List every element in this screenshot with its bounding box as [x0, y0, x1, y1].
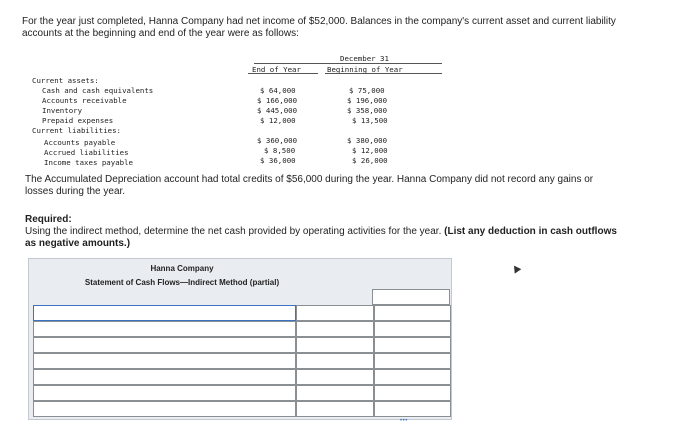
required-heading: Required:	[25, 214, 72, 225]
row-1-total-input[interactable]	[374, 305, 451, 321]
row-label-prepaid: Prepaid expenses	[42, 116, 114, 125]
row-3-total-input[interactable]	[374, 337, 451, 353]
intro-paragraph	[22, 16, 692, 40]
statement-panel	[28, 258, 452, 420]
row-label-ar: Accounts receivable	[42, 96, 127, 105]
row-label-accrued: Accrued liabilities	[44, 148, 129, 157]
row-4-label-input[interactable]	[33, 353, 296, 369]
row-2-label-input[interactable]	[33, 321, 296, 337]
row-end-prepaid: $ 12,000	[260, 116, 296, 125]
row-label-inventory: Inventory	[42, 106, 83, 115]
row-2-total-input[interactable]	[374, 321, 451, 337]
row-7-label-input[interactable]	[33, 401, 296, 417]
mouse-cursor-icon	[511, 263, 522, 273]
intro-line-1: For the year just completed, Hanna Company had net income of $52,000. Balances in the company's current asset and current liability	[22, 16, 616, 27]
row-4-total-input[interactable]	[374, 353, 451, 369]
row-2-amount-input[interactable]	[296, 321, 374, 337]
col-end-rule	[248, 73, 318, 74]
row-6-label-input[interactable]	[33, 385, 296, 401]
col-header-end: End of Year	[252, 65, 301, 74]
row-begin-cash: $ 75,000	[349, 86, 385, 95]
period-header: December 31	[340, 54, 389, 63]
depreciation-line-2: losses during the year.	[25, 186, 126, 197]
row-begin-ar: $ 196,000	[347, 96, 388, 105]
row-5-label-input[interactable]	[33, 369, 296, 385]
row-3-amount-input[interactable]	[296, 337, 374, 353]
row-7-amount-input[interactable]	[296, 401, 374, 417]
row-1-amount-input[interactable]	[296, 305, 374, 321]
row-6-total-input[interactable]	[374, 385, 451, 401]
statement-company: Hanna Company	[150, 264, 214, 273]
required-note: (List any deduction in cash outflows	[444, 226, 617, 237]
depreciation-paragraph	[25, 174, 685, 198]
balance-table	[22, 50, 422, 170]
required-note-cont: as negative amounts.)	[25, 238, 131, 249]
row-5-total-input[interactable]	[374, 369, 451, 385]
required-instruction: Using the indirect method, determine the net cash provided by operating activities for the year.	[25, 226, 442, 237]
row-end-accrued: $ 8,500	[264, 146, 296, 155]
row-6-amount-input[interactable]	[296, 385, 374, 401]
row-end-inventory: $ 445,000	[257, 106, 298, 115]
header-amount-cell[interactable]	[372, 289, 450, 305]
row-1-label-input[interactable]	[33, 305, 296, 321]
col-header-begin: Beginning of Year	[327, 65, 403, 74]
row-label-cash: Cash and cash equivalents	[42, 86, 154, 95]
row-begin-prepaid: $ 13,500	[352, 116, 388, 125]
required-section	[25, 214, 685, 250]
row-end-cash: $ 64,000	[260, 86, 296, 95]
depreciation-line-1: The Accumulated Depreciation account had total credits of $56,000 during the year. Hanna Company did not record any gains or	[25, 174, 594, 185]
row-7-total-input[interactable]	[374, 401, 451, 417]
row-label-ap: Accounts payable	[44, 138, 116, 147]
required-line-1	[25, 226, 685, 238]
row-end-taxes: $ 36,000	[260, 156, 296, 165]
row-begin-ap: $ 380,000	[347, 136, 388, 145]
intro-line-2: accounts at the beginning and end of the year were as follows:	[22, 28, 299, 39]
col-begin-rule	[325, 73, 442, 74]
row-3-label-input[interactable]	[33, 337, 296, 353]
statement-header	[29, 262, 451, 290]
row-4-amount-input[interactable]	[296, 353, 374, 369]
row-label-taxes: Income taxes payable	[44, 158, 133, 167]
row-begin-taxes: $ 26,000	[352, 156, 388, 165]
row-end-ar: $ 166,000	[257, 96, 298, 105]
row-end-ap: $ 360,000	[257, 136, 298, 145]
current-liabilities-label: Current liabilities:	[32, 126, 121, 135]
period-header-rule	[254, 63, 442, 64]
more-dots-icon[interactable]: •••	[400, 418, 408, 424]
statement-title: Statement of Cash Flows—Indirect Method (partial)	[84, 278, 280, 287]
row-begin-accrued: $ 12,000	[352, 146, 388, 155]
row-begin-inventory: $ 358,000	[347, 106, 388, 115]
current-assets-label: Current assets:	[32, 76, 99, 85]
row-5-amount-input[interactable]	[296, 369, 374, 385]
